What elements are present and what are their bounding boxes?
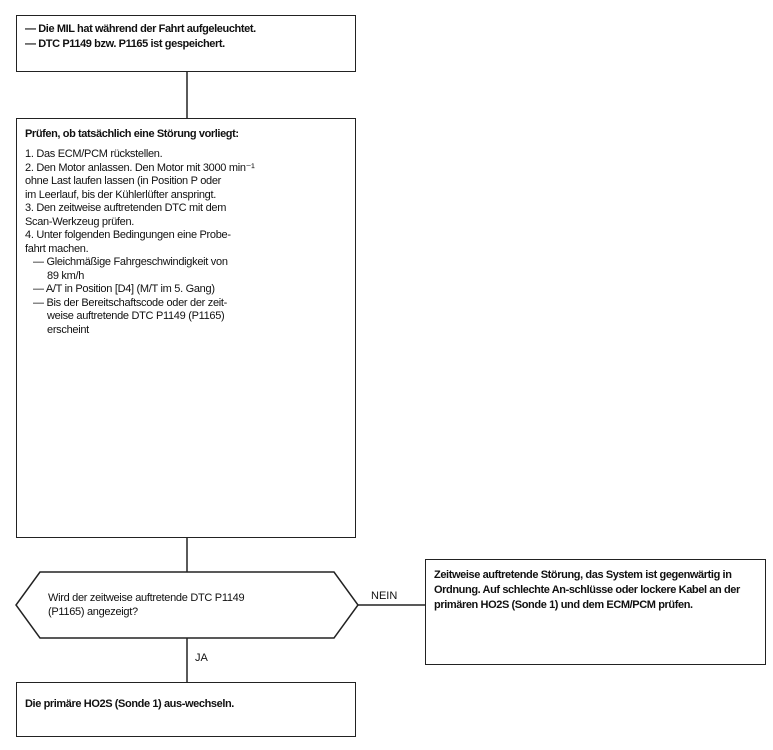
check-procedure-box bbox=[16, 118, 356, 538]
intermittent-fault-text: Zeitweise auftretende Störung, das System ist gegenwärtig in Ordnung. Auf schlechte An-schlüsse oder lockere Kabel an der primären HO2S (Sonde 1) und dem ECM/PCM prüfen. bbox=[434, 569, 740, 611]
intermittent-fault-box bbox=[425, 559, 766, 665]
procedure-title: Prüfen, ob tatsächlich eine Störung vorliegt: bbox=[25, 128, 239, 140]
replace-sensor-box bbox=[16, 682, 356, 737]
procedure-step-1: 1. Das ECM/PCM rückstellen. bbox=[25, 148, 163, 160]
procedure-step-4: 4. Unter folgenden Bedingungen eine Probe- fahrt machen. bbox=[25, 229, 231, 255]
decision-question: Wird der zeitweise auftretende DTC P1149 (P1165) angezeigt? bbox=[48, 592, 245, 618]
procedure-step-3: 3. Den zeitweise auftretenden DTC mit dem Scan-Werkzeug prüfen. bbox=[25, 202, 227, 228]
test-condition-3: — Bis der Bereitschaftscode oder der zeit- weise auftretende DTC P1149 (P1165) erscheint bbox=[33, 296, 228, 336]
condition-line-1: — Die MIL hat während der Fahrt aufgeleuchtet. bbox=[25, 23, 256, 35]
condition-box bbox=[16, 15, 356, 72]
test-condition-2: — A/T in Position [D4] (M/T im 5. Gang) bbox=[33, 283, 215, 295]
no-label: NEIN bbox=[371, 590, 398, 602]
replace-sensor-text: Die primäre HO2S (Sonde 1) aus-wechseln. bbox=[25, 698, 234, 710]
procedure-step-2: 2. Den Motor anlassen. Den Motor mit 3000 min⁻¹ ohne Last laufen lassen (in Position P oder im Leerlauf, bis der Kühlerlüfter anspringt. bbox=[25, 161, 255, 201]
test-condition-1: — Gleichmäßige Fahrgeschwindigkeit von 89 km/h bbox=[33, 256, 228, 282]
condition-line-2: — DTC P1149 bzw. P1165 ist gespeichert. bbox=[25, 38, 225, 50]
yes-label: JA bbox=[195, 652, 208, 664]
